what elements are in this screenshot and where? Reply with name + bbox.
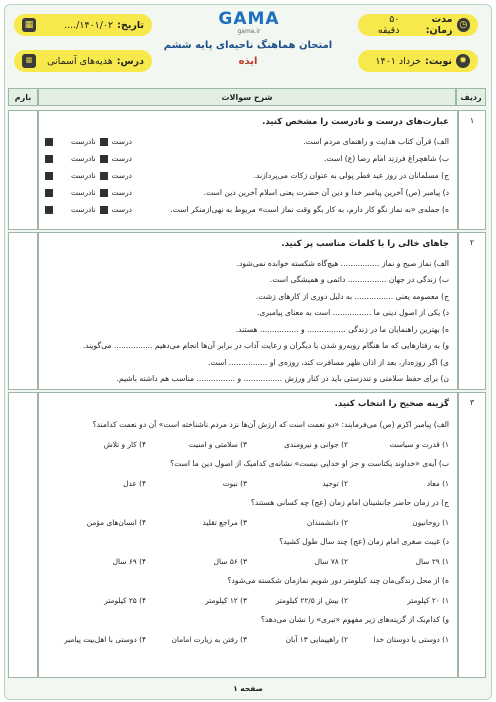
mc-option[interactable]: ۲) راهپیمایی ۱۳ آبان (285, 634, 348, 644)
exam-city: ایذه (238, 56, 258, 67)
mc-question (45, 571, 449, 590)
mc-option[interactable]: ۲) ۷۸ سال (314, 556, 348, 566)
mc-option[interactable]: ۳) نبوت (222, 478, 247, 488)
fill-blank-item (45, 321, 449, 338)
duration-label: مدت زمان: (425, 14, 453, 36)
fill-blank-text: ه) بهترین راهنمایان ما در زندگی ................ و ................ هستند. (235, 324, 449, 334)
mc-option[interactable]: ۱) قدرت و سیاست (389, 439, 449, 449)
statement-text: ب) شاهچراغ فرزند امام رضا (ع) است. (323, 154, 449, 163)
fill-blank-text: و) به رفتارهایی که ما هنگام روبه‌رو شدن با دیگران و رعایت آداب در برابر آن‌ها انجام می‌دهیم ................ می‌گویند. (82, 341, 449, 351)
true-checkbox[interactable] (100, 206, 108, 214)
statement-text: د) پیامبر (ص) آخرین پیامبر خدا و دین آن حضرت یعنی اسلام آخرین دین است. (203, 188, 449, 197)
question-number: ۳ (458, 392, 486, 678)
false-label: نادرست (71, 154, 96, 163)
fill-blank-item (45, 272, 449, 289)
mc-option[interactable]: ۳) ۵۶ سال (213, 556, 247, 566)
col-row: ردیف (456, 88, 486, 106)
mc-option[interactable]: ۱) روحانیون (412, 517, 449, 527)
course-value: هدیه‌های آسمانی (47, 55, 113, 67)
false-label: نادرست (71, 171, 96, 180)
fill-blank-text: ج) معصومه یعنی ................ به دلیل دوری از کارهای زشت. (255, 291, 449, 301)
mc-option[interactable]: ۱) معاد (426, 478, 449, 488)
logo-text: GAMA (218, 9, 280, 29)
mc-question-text: د) غیبت صغری امام زمان (عج) چند سال طول کشید؟ (279, 537, 449, 546)
mc-option[interactable]: ۴) ۶۹ سال (112, 556, 146, 566)
gama-logo (203, 10, 295, 38)
mc-option[interactable]: ۲) توحید (322, 478, 348, 488)
mc-option[interactable]: ۳) مراجع تقلید (202, 517, 247, 527)
fill-blank-item (45, 305, 449, 322)
question-body (38, 110, 458, 230)
mc-question (45, 610, 449, 629)
exam-title: امتحان هماهنگ ناحیه‌ای پایه ششم (163, 40, 333, 51)
tf-statement (45, 150, 449, 167)
mc-option[interactable]: ۳) رفتن به زیارت امامان (171, 634, 247, 644)
true-checkbox[interactable] (100, 189, 108, 197)
duration-value: ۵۰ دقیقه (377, 14, 400, 36)
true-checkbox[interactable] (100, 138, 108, 146)
mc-options (45, 629, 449, 649)
fill-blank-text: ن) برای حفظ سلامتی و تندرستی باید در کنار ورزش ................ و ................ مناسب هم داشته باشیم. (116, 374, 449, 384)
false-label: نادرست (71, 205, 96, 214)
score-cell (8, 232, 38, 390)
col-questions: شرح سوالات (38, 88, 456, 106)
true-label: درست (111, 154, 132, 163)
fill-blank-item (45, 288, 449, 305)
true-label: درست (111, 137, 132, 146)
mc-option[interactable]: ۱) دوستی با دوستان خدا (373, 634, 449, 644)
table-header (8, 88, 486, 106)
question-number: ۲ (458, 232, 486, 390)
question-2 (8, 232, 486, 390)
mc-option[interactable]: ۲) بیش از ۲۲/۵ کیلومتر (275, 595, 348, 605)
false-checkbox[interactable] (45, 155, 53, 163)
mc-question-text: ب) آیه‌ی «خداوند یکتاست و جز او خدایی نیست» نشانه‌ی کدامیک از اصول دین ما است؟ (170, 459, 449, 468)
false-label: نادرست (71, 188, 96, 197)
mc-question-text: ج) در زمان حاضر جانشینان امام زمان (عج) چه کسانی هستند؟ (250, 498, 449, 507)
fill-blank-item (45, 354, 449, 371)
true-label: درست (111, 188, 132, 197)
shift-pill (358, 50, 478, 72)
logo-sub: gama.ir (237, 28, 261, 35)
statement-text: ه) جمله‌ی «به نماز نگو کار دارم، به کار بگو وقت نماز است» مربوط به نهی‌ازمنکر است. (170, 205, 449, 214)
fill-blank-text: ی) اگر روزه‌دار، بعد از اذان ظهر مسافرت کند، روزه‌ی او ................ است. (208, 357, 449, 367)
fill-blank-text: د) یکی از اصول دینی ما ................ است به معنای پیامبری. (256, 308, 449, 318)
shift-value: خرداد ۱۴۰۱ (375, 55, 422, 67)
mc-question (45, 532, 449, 551)
mc-option[interactable]: ۲) دانشمندان (306, 517, 348, 527)
false-checkbox[interactable] (45, 189, 53, 197)
fill-blank-item (45, 338, 449, 355)
question-title: عبارت‌های درست و نادرست را مشخص کنید. (262, 117, 449, 127)
statement-text: الف) قرآن کتاب هدایت و راهنمای مردم است. (303, 137, 449, 146)
course-label: درس: (116, 55, 144, 67)
false-checkbox[interactable] (45, 206, 53, 214)
mc-question (45, 454, 449, 473)
question-title: جاهای خالی را با کلمات مناسب پر کنید. (281, 239, 449, 249)
mc-question (45, 493, 449, 512)
question-3 (8, 392, 486, 678)
books-icon: ≡ (22, 54, 36, 68)
fill-blank-item (45, 371, 449, 388)
question-number: ۱ (458, 110, 486, 230)
fill-blank-item (45, 255, 449, 272)
true-checkbox[interactable] (100, 172, 108, 180)
true-label: درست (111, 205, 132, 214)
mc-question (45, 415, 449, 434)
true-false-options (45, 154, 132, 163)
col-score: بارم (8, 88, 38, 106)
mc-options (45, 473, 449, 493)
tf-statement (45, 133, 449, 150)
sun-icon: ✹ (456, 54, 470, 68)
true-false-options (45, 171, 132, 180)
question-title: گزینه صحیح را انتخاب کنید. (334, 399, 449, 409)
question-body (38, 392, 458, 678)
true-false-options (45, 205, 132, 214)
exam-titles (128, 40, 368, 67)
true-label: درست (111, 171, 132, 180)
true-false-options (45, 137, 132, 146)
mc-question-text: الف) پیامبر اکرم (ص) می‌فرمایند: «دو نعمت است که ارزش آن‌ها نزد مردم ناشناخته است» آن دو نعمت کدامند؟ (92, 420, 449, 429)
mc-options (45, 434, 449, 454)
calendar-icon: ▦ (22, 18, 36, 32)
mc-options (45, 590, 449, 610)
mc-option[interactable]: ۳) سلامتی و امنیت (188, 439, 247, 449)
mc-question-text: ه) از محل زندگی‌مان چند کیلومتر دور شویم نمازمان شکسته می‌شود؟ (227, 576, 449, 585)
fill-blank-text: ب) زندگی در جهان ................ دائمی و همیشگی است. (269, 275, 449, 285)
duration-pill (358, 14, 478, 36)
false-label: نادرست (71, 137, 96, 146)
true-checkbox[interactable] (100, 155, 108, 163)
fill-blank-text: الف) نماز صبح و نماز ................ هیچ‌گاه شکسته خوانده نمی‌شود. (236, 258, 449, 268)
true-false-options (45, 188, 132, 197)
mc-options (45, 512, 449, 532)
mc-option[interactable]: ۲) جوانی و نیرومندی (284, 439, 348, 449)
mc-option[interactable]: ۴) ۲۵ کیلومتر (104, 595, 146, 605)
score-cell (8, 110, 38, 230)
exam-header (8, 8, 486, 86)
tf-statement (45, 184, 449, 201)
mc-option[interactable]: ۴) عدل (123, 478, 146, 488)
date-label: تاریخ: (117, 19, 144, 31)
score-cell (8, 392, 38, 678)
question-1 (8, 110, 486, 230)
mc-question-text: و) کدام‌یک از گزینه‌های زیر مفهوم «تبری» را نشان می‌دهد؟ (260, 615, 449, 624)
mc-option[interactable]: ۳) ۱۲ کیلومتر (205, 595, 247, 605)
mc-option[interactable]: ۱) ۲۰ کیلومتر (407, 595, 449, 605)
false-checkbox[interactable] (45, 172, 53, 180)
mc-option[interactable]: ۴) انسان‌های مؤمن (86, 517, 146, 527)
mc-option[interactable]: ۴) دوستی با اهل‌بیت پیامبر (64, 634, 146, 644)
false-checkbox[interactable] (45, 138, 53, 146)
statement-text: ج) مسلمانان در روز عید فطر پولی به عنوان زکات می‌پردازند. (253, 171, 449, 180)
clock-icon: ◷ (457, 18, 470, 32)
tf-statement (45, 167, 449, 184)
tf-statement (45, 201, 449, 218)
shift-label: نوبت: (425, 55, 452, 67)
page-footer: صفحه ۱ (233, 684, 263, 693)
question-body (38, 232, 458, 390)
mc-option[interactable]: ۴) کار و تلاش (103, 439, 146, 449)
date-pill (14, 14, 152, 36)
mc-options (45, 551, 449, 571)
date-value: ۱۴۰۱/۰۲/.... (64, 19, 114, 31)
mc-option[interactable]: ۱) ۲۹ سال (415, 556, 449, 566)
